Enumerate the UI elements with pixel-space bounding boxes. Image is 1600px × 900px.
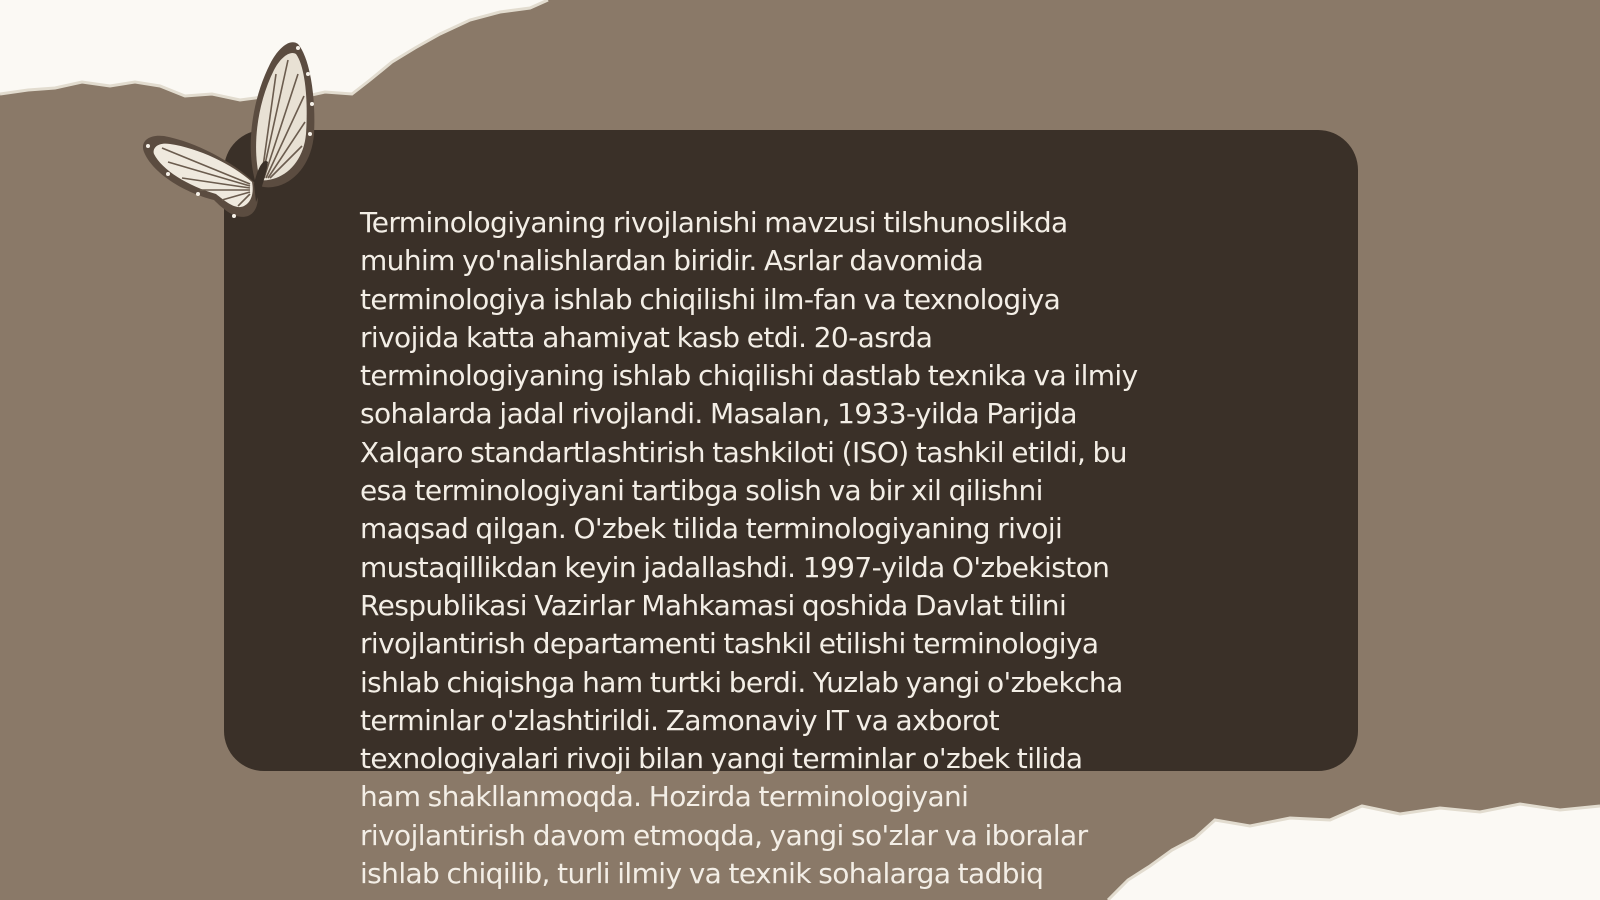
butterfly-icon <box>138 34 338 224</box>
body-text: Terminologiyaning rivojlanishi mavzusi tilshunoslikda muhim yo'nalishlardan biridir. Asrlar davomida terminologiya ishlab chiqilishi ilm-fan va texnologiya rivojida katta ahamiyat kasb etdi. 20-asrda terminologiyaning ishlab chiqilishi dastlab texnika va ilmiy sohalarda jadal rivojlandi. Masalan, 1933-yilda Parijda Xalqaro standartlashtirish tashkiloti (ISO) tashkil etildi, bu esa terminologiyani tartibga solish va bir xil qilishni maqsad qilgan. O'zbek tilida terminologiyaning rivoji mustaqillikdan keyin jadallashdi. 1997-yilda O'zbekiston Respublikasi Vazirlar Mahkamasi qoshida Davlat tilini rivojlantirish departamenti tashkil etilishi terminologiya ishlab chiqishga ham turtki berdi. Yuzlab yangi o'zbekcha terminlar o'zlashtirildi. Zamonaviy IT va axborot texnologiyalari rivoji bilan yangi terminlar o'zbek tilida ham shakllanmoqda. Hozirda terminologiyani rivojlantirish davom etmoqda, yangi so'zlar va iboralar ishlab chiqilib, turli ilmiy va texnik sohalarga tadbiq <box>360 206 1138 891</box>
